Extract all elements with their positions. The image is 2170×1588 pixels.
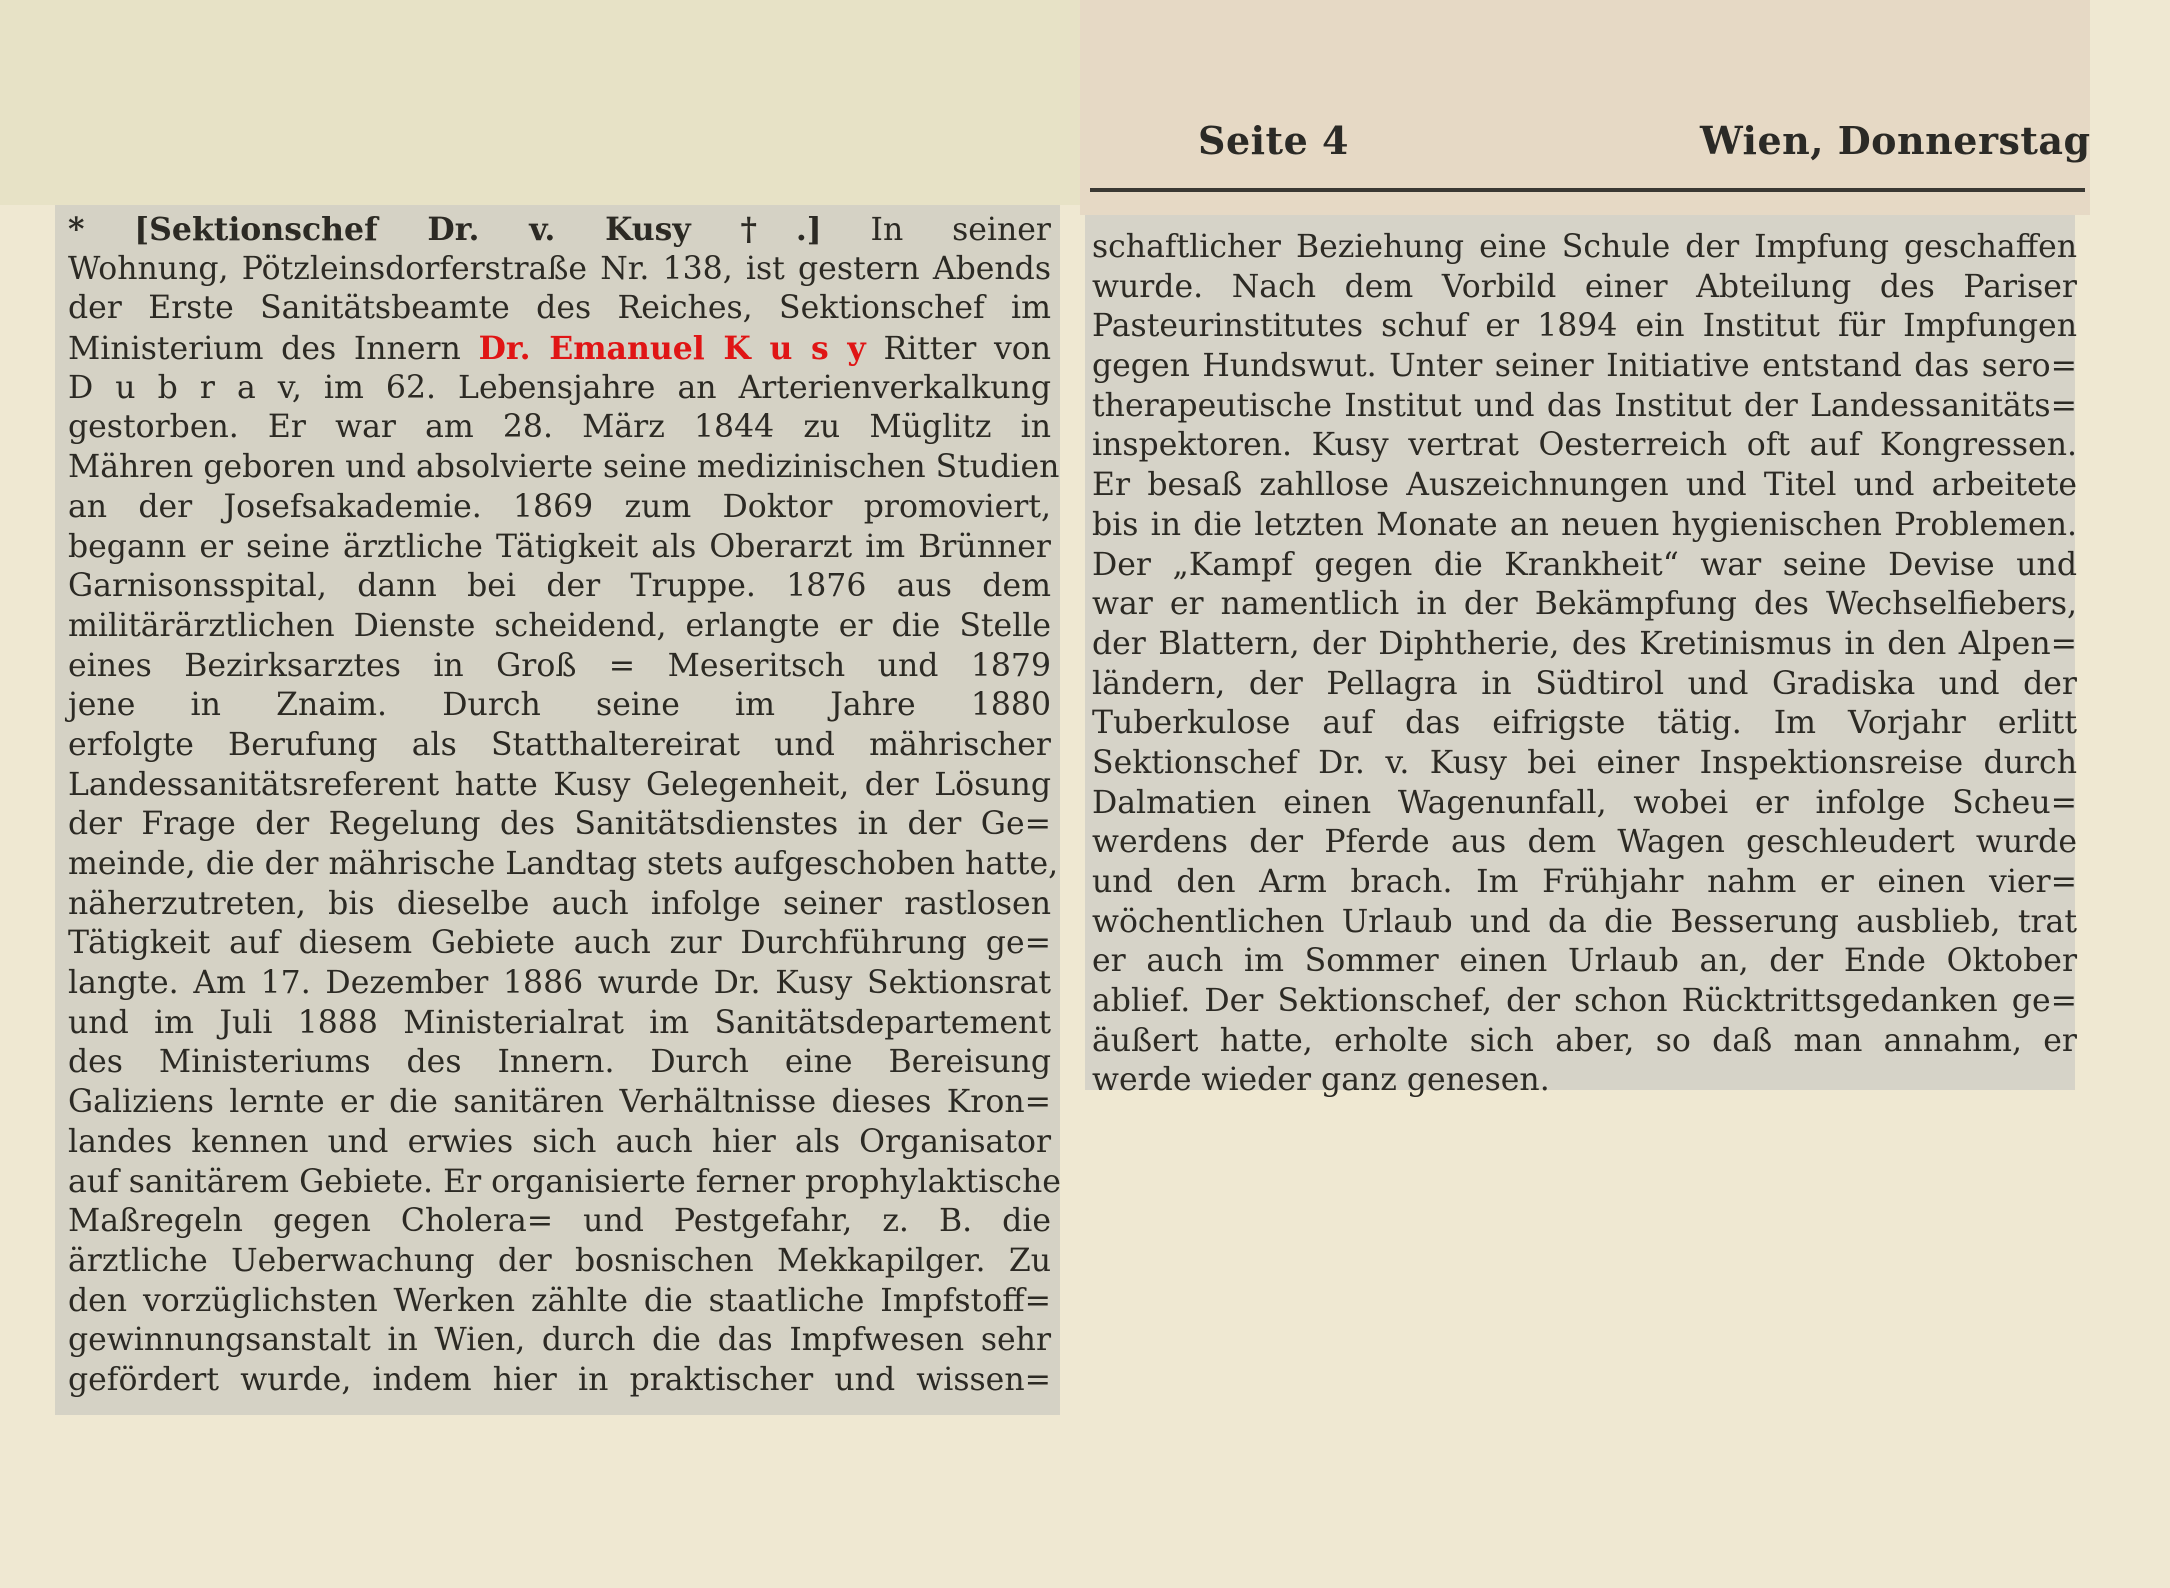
article-line: wöchentlichen Urlaub und da die Besserung ausblieb, trat	[1092, 903, 2077, 940]
person-name-highlight: Dr. Emanuel K u s y	[478, 330, 866, 368]
article-line: Landessanitätsreferent hatte Kusy Gelegenheit, der Lösung	[68, 766, 1051, 803]
article-line: gefördert wurde, indem hier in praktischer und wissen=	[68, 1361, 1051, 1398]
newspaper-header-strip	[1080, 0, 2090, 215]
scan-background-top-left	[0, 0, 1080, 205]
article-line: auf sanitärem Gebiete. Er organisierte ferner prophylaktische	[68, 1163, 1061, 1200]
article-line: der Frage der Regelung des Sanitätsdienstes in der Ge=	[68, 806, 1051, 843]
article-line: D u b r a v, im 62. Lebensjahre an Arterienverkalkung	[68, 369, 1051, 406]
article-line: Galiziens lernte er die sanitären Verhältnisse dieses Kron=	[68, 1084, 1051, 1121]
article-line: begann er seine ärztliche Tätigkeit als Oberarzt im Brünner	[68, 528, 1051, 565]
article-line: der Blattern, der Diphtherie, des Kretinismus in den Alpen=	[1092, 625, 2077, 662]
article-line: Er besaß zahllose Auszeichnungen und Titel und arbeitete	[1092, 467, 2077, 504]
article-line: Mähren geboren und absolvierte seine medizinischen Studien	[68, 449, 1060, 486]
article-line: an der Josefsakademie. 1869 zum Doktor promoviert,	[68, 488, 1051, 525]
article-line: erfolgte Berufung als Statthaltereirat und mährischer	[68, 726, 1051, 763]
article-line: Garnisonsspital, dann bei der Truppe. 1876 aus dem	[68, 568, 1051, 605]
article-line: wurde. Nach dem Vorbild einer Abteilung des Pariser	[1092, 268, 2077, 305]
article-line: Sektionschef Dr. v. Kusy bei einer Inspektionsreise durch	[1092, 744, 2077, 781]
article-column-right	[1092, 228, 2077, 1101]
article-line: Der „Kampf gegen die Krankheit“ war seine Devise und	[1092, 546, 2077, 583]
article-line: Ministerium des Innern Dr. Emanuel K u s y Ritter von	[68, 330, 1052, 368]
article-line: der Erste Sanitätsbeamte des Reiches, Sektionschef im	[68, 290, 1051, 327]
article-line: gestorben. Er war am 28. März 1844 zu Müglitz in	[68, 409, 1051, 446]
article-line: militärärztlichen Dienste scheidend, erlangte er die Stelle	[68, 607, 1051, 644]
article-line: * [Sektionschef Dr. v. Kusy †.] In seiner	[68, 211, 1051, 248]
article-line: Tätigkeit auf diesem Gebiete auch zur Durchführung ge=	[68, 925, 1051, 962]
article-line: ländern, der Pellagra in Südtirol und Gradiska und der	[1092, 665, 2077, 702]
article-line: und den Arm brach. Im Frühjahr nahm er einen vier=	[1092, 864, 2077, 900]
article-line: werde wieder ganz genesen.	[1092, 1062, 1550, 1099]
article-line: meinde, die der mährische Landtag stets aufgeschoben hatte,	[68, 846, 1059, 882]
article-line: eines Bezirksarztes in Groß = Meseritsch und 1879	[68, 647, 1051, 684]
article-column-left	[68, 210, 1061, 1401]
article-line: bis in die letzten Monate an neuen hygienischen Problemen.	[1092, 506, 2077, 543]
article-line: Pasteurinstitutes schuf er 1894 ein Institut für Impfungen	[1092, 308, 2077, 345]
article-line: des Ministeriums des Innern. Durch eine Bereisung	[68, 1044, 1051, 1081]
article-line: Dalmatien einen Wagenunfall, wobei er infolge Scheu=	[1092, 784, 2077, 821]
article-line: und im Juli 1888 Ministerialrat im Sanitätsdepartement	[68, 1004, 1051, 1041]
article-line: gegen Hundswut. Unter seiner Initiative entstand das sero=	[1092, 348, 2077, 385]
article-line: langte. Am 17. Dezember 1886 wurde Dr. Kusy Sektionsrat	[68, 965, 1051, 1002]
article-line: näherzutreten, bis dieselbe auch infolge seiner rastlosen	[68, 885, 1051, 922]
article-line: werdens der Pferde aus dem Wagen geschleudert wurde	[1092, 824, 2077, 861]
header-rule	[1090, 188, 2085, 192]
article-line: schaftlicher Beziehung eine Schule der Impfung geschaffen	[1092, 229, 2077, 265]
article-line: Maßregeln gegen Cholera= und Pestgefahr, z. B. die	[68, 1203, 1051, 1240]
article-heading: * [Sektionschef Dr. v. Kusy †.]	[68, 211, 822, 248]
article-line: inspektoren. Kusy vertrat Oesterreich oft auf Kongressen.	[1092, 427, 2077, 464]
article-line: therapeutische Institut und das Institut der Landessanitäts=	[1092, 387, 2077, 424]
article-line: war er namentlich in der Bekämpfung des Wechselfiebers,	[1092, 586, 2077, 623]
header-place-day: Wien, Donnerstag	[1700, 118, 2091, 163]
page-number: Seite 4	[1198, 118, 1349, 163]
article-line: ablief. Der Sektionschef, der schon Rücktrittsgedanken ge=	[1092, 983, 2077, 1020]
article-line: Tuberkulose auf das eifrigste tätig. Im Vorjahr erlitt	[1092, 705, 2077, 742]
article-line: gewinnungsanstalt in Wien, durch die das Impfwesen sehr	[68, 1322, 1051, 1359]
article-line: er auch im Sommer einen Urlaub an, der Ende Oktober	[1092, 943, 2077, 980]
article-line: jene in Znaim. Durch seine im Jahre 1880	[68, 687, 1051, 724]
article-line: Wohnung, Pötzleinsdorferstraße Nr. 138, ist gestern Abends	[68, 250, 1051, 287]
article-line: ärztliche Ueberwachung der bosnischen Mekkapilger. Zu	[68, 1242, 1051, 1279]
article-line: den vorzüglichsten Werken zählte die staatliche Impfstoff=	[68, 1282, 1051, 1319]
article-line: äußert hatte, erholte sich aber, so daß man annahm, er	[1092, 1022, 2077, 1059]
article-line: landes kennen und erwies sich auch hier als Organisator	[68, 1123, 1051, 1160]
